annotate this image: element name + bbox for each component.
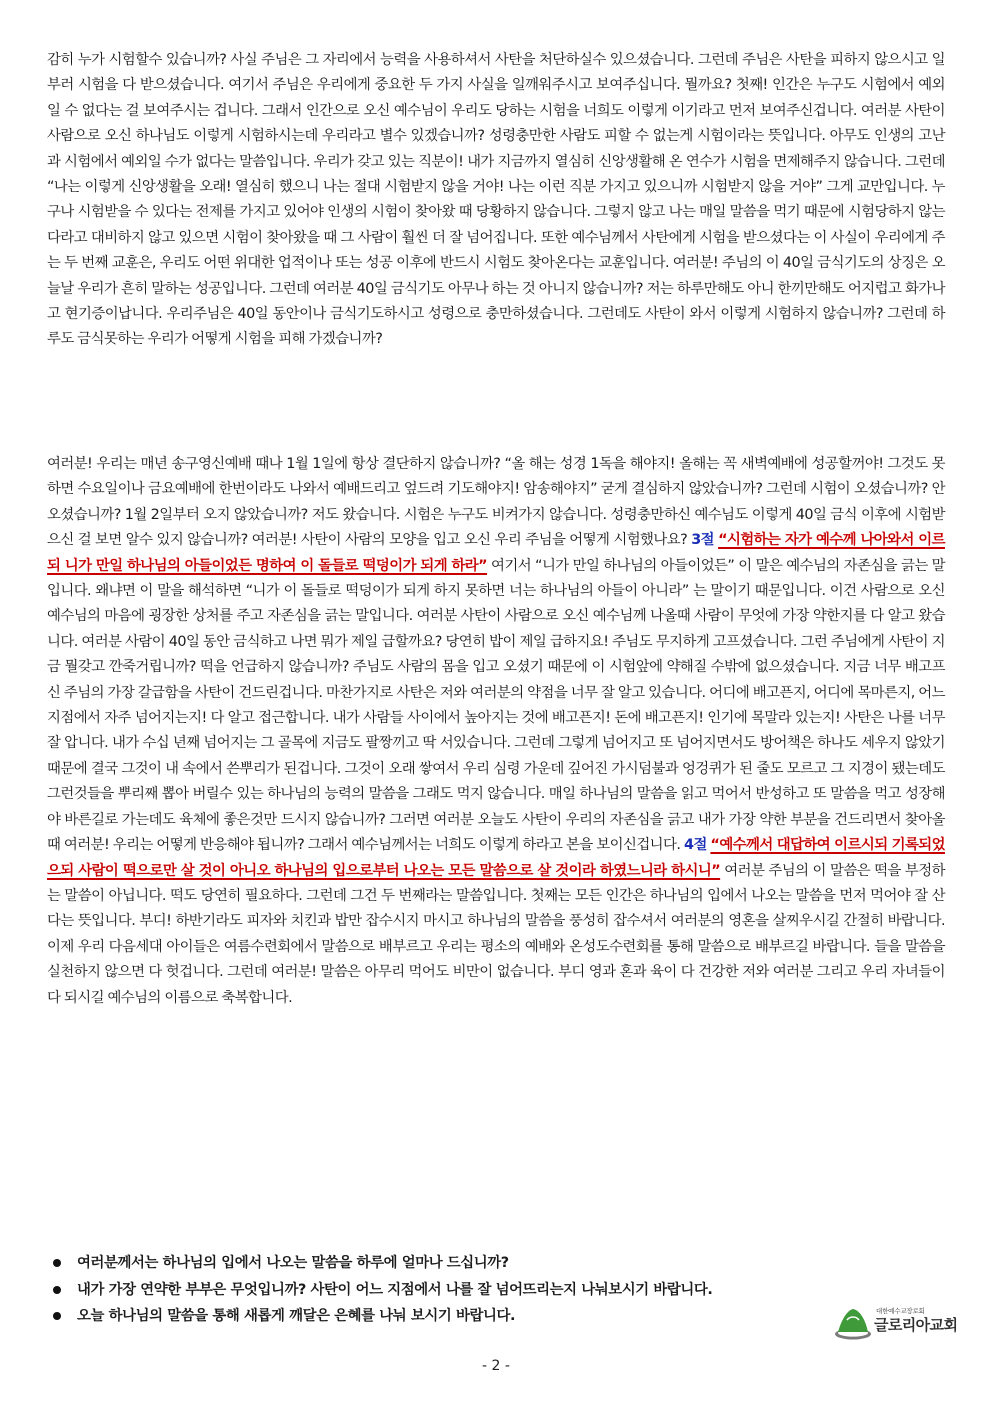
sermon-paragraph-1: 감히 누가 시험할수 있습니까? 사실 주님은 그 자리에서 능력을 사용하셔서 사탄을 처단하실수 있으셨습니다. 그런데 주님은 사탄을 피하지 않으시고 일부러 시험을 다 받으셨습니다. 여기서 주님은 우리에게 중요한 두 가지 사실을 일깨워주시고 보여주십니다. 뭘까요? 첫째! 인간은 누구도 시험에서 예외일 수 없다는 걸 보여주시는 겁니다. 그래서 인간으로 오신 예수님이 우리도 당하는 시험을 너희도 이렇게 이기라고 먼저 보여주신겁니다. 여러분 사탄이 사람으로 오신 하나님도 이렇게 시험하시는데 우리라고 별수 있겠습니까? 성령충만한 사람도 피할 수 없는게 시험이라는 뜻입니다. 아무도 인생의 고난과 시험에서 예외일 수가 없다는 말씀입니다. 우리가 갖고 있는 직분이! 내가 지금까지 열심히 신앙생활해 온 연수가 시험을 면제해주지 않습니다. 그런데 “나는 이렇게 신앙생활을 오래! 열심히 했으니 나는 절대 시험받지 않을 거야! 나는 이런 직분 가지고 있으니까 시험받지 않을 거야” 그게 교만입니다. 누구나 시험받을 수 있다는 전제를 가지고 있어야 인생의 시험이 찾아왔 때 당황하지 않습니다. 그렇지 않고 나는 매일 말씀을 먹기 때문에 시험당하지 않는다라고 대비하지 않고 있으면 시험이 찾아왔을 때 그 사람이 훨씬 더 잘 넘어집니다. 또한 예수님께서 사탄에게 시험을 받으셨다는 이 사실이 우리에게 주는 두 번째 교훈은, 우리도 어떤 위대한 업적이나 또는 성공 이후에 반드시 시험도 찾아온다는 교훈입니다. 여러분! 주님의 이 40일 금식기도의 상징은 오늘날 우리가 흔히 말하는 성공입니다. 그런데 여러분 40일 금식기도 아무나 하는 것 아니지 않습니까? 저는 하루만해도 아니 한끼만해도 어지럽고 화가나고 현기증이납니다. 우리주님은 40일 동안이나 금식기도하시고 성령으로 충만하셨습니다. 그런데도 사탄이 와서 이렇게 시험하지 않습니까? 그런데 하루도 금식못하는 우리가 어떻게 시험을 피해 가겠습니까? bbox=[47, 52, 945, 348]
bullet-icon bbox=[53, 1286, 61, 1294]
sermon-paragraph-2 bbox=[47, 452, 945, 1011]
bullet-icon bbox=[53, 1259, 61, 1267]
logo-name: 글로리아교회 bbox=[874, 1316, 958, 1334]
question-text: 오늘 하나님의 말씀을 통해 새롭게 깨달은 은혜를 나눠 보시기 바랍니다. bbox=[77, 1308, 516, 1324]
page-number: - 2 - bbox=[482, 1358, 510, 1374]
verse-4-quote: “예수께서 대답하여 이르시되 기록되었으되 사람이 떡으로만 살 것이 아니오 하나님의 입으로부터 나오는 모든 말씀으로 살 것이라 하였느니라 하시니” bbox=[47, 837, 945, 879]
paragraph-2-ending: 여러분 주님의 이 말씀은 떡을 부정하는 말씀이 아닙니다. 떡도 당연히 필요하다. 그런데 그건 두 번째라는 말씀입니다. 첫째는 모든 인간은 하나님의 입에서 나오는 말씀을 먼저 먹어야 잘 산다는 뜻입니다. 부디! 하반기라도 피자와 치킨과 밥만 잡수시지 마시고 하나님의 말씀을 풍성히 잡수셔서 여러분의 영혼을 살찌우시길 간절히 바랍니다. 이제 우리 다음세대 아이들은 여름수련회에서 말씀으로 배부르고 우리는 평소의 예배와 온성도수련회를 통해 말씀으로 배부르길 바랍니다. 들을 말씀을 실천하지 않으면 다 헛겁니다. 그런데 여러분! 말씀은 아무리 먹어도 비만이 없습니다. 부디 영과 혼과 육이 다 건강한 저와 여러분 그리고 우리 자녀들이 다 되시길 예수님의 이름으로 축복합니다. bbox=[47, 862, 945, 1006]
verse-3-quote: “시험하는 자가 예수께 나아와서 이르되 니가 만일 하나님의 아들이었든 명하여 이 돌들로 떡덩이가 되게 하라” bbox=[47, 532, 945, 574]
mountain-logo-icon bbox=[834, 1306, 872, 1340]
logo-subtitle: 대한예수교장로회 bbox=[876, 1307, 925, 1315]
question-text: 여러분께서는 하나님의 입에서 나오는 말씀을 하루에 얼마나 드십니까? bbox=[77, 1255, 509, 1271]
church-logo bbox=[834, 1306, 958, 1340]
paragraph-2-intro: 여러분! 우리는 매년 송구영신예배 때나 1월 1일에 항상 결단하지 않습니까? “올 해는 성경 1독을 해야지! 올해는 꼭 새벽예배에 성공할꺼야! 그것도 못하면 수요일이나 금요예배에 한번이라도 나와서 예배드리고 엎드려 기도해야지! 암송해야지” 굳게 결심하지 않았습니까? 그런데 시험이 오셨습니까? 안오셨습니까? 1월 2일부터 오지 않았습니까? 저도 왔습니다. 시험은 누구도 비켜가지 않습니다. 성령충만하신 예수님도 이렇게 40일 금식 이후에 시험받으신 걸 보면 알수 있지 않습니까? 여러분! 사탄이 사람의 모양을 입고 오신 우리 주님을 어떻게 시험했나요? bbox=[47, 456, 945, 549]
question-item bbox=[47, 1250, 927, 1277]
bullet-icon bbox=[53, 1312, 61, 1320]
question-item bbox=[47, 1303, 927, 1330]
question-item bbox=[47, 1277, 927, 1304]
verse-3-reference: 3절 bbox=[691, 532, 715, 549]
discussion-questions bbox=[47, 1250, 927, 1330]
paragraph-2-middle: 여기서 “니가 만일 하나님의 아들이었든” 이 말은 예수님의 자존심을 긁는 말입니다. 왜냐면 이 말을 해석하면 “니가 이 돌들로 떡덩이가 되게 하지 못하면 너는 하나님의 아들이 아니라” 는 말이기 때문입니다. 이건 사람으로 오신 예수님의 마음에 굉장한 상처를 주고 자존심을 긁는 말입니다. 여러분 사탄이 사람으로 오신 예수님께 나올때 사람이 무엇에 가장 약한지를 다 알고 왔습니다. 여러분 사람이 40일 동안 금식하고 나면 뭐가 제일 급할까요? 당연히 밥이 제일 급하지요! 주님도 무지하게 고프셨습니다. 그런 주님에게 사탄이 지금 뭘갖고 깐죽거립니까? 떡을 언급하지 않습니까? 주님도 사람의 몸을 입고 오셨기 때문에 이 시험앞에 약해질 수밖에 없으셨습니다. 지금 너무 배고프신 주님의 가장 갈급함을 사탄이 건드린겁니다. 마찬가지로 사탄은 저와 여러분의 약점을 너무 잘 알고 있습니다. 어디에 배고픈지, 어디에 목마른지, 어느지점에서 자주 넘어지는지! 다 알고 접근합니다. 내가 사람들 사이에서 높아지는 것에 배고픈지! 돈에 배고픈지! 인기에 목말라 있는지! 사탄은 나를 너무 잘 압니다. 내가 수십 년째 넘어지는 그 골목에 지금도 팔짱끼고 딱 서있습니다. 그런데 그렇게 넘어지고 또 넘어지면서도 방어책은 하나도 세우지 않았기 때문에 결국 그것이 내 속에서 쓴뿌리가 된겁니다. 그것이 오래 쌓여서 우리 심령 가운데 깊어진 가시덤불과 엉겅퀴가 된 줄도 모르고 그 지경이 됐는데도 그런것들을 뿌리째 뽑아 버릴수 있는 하나님의 능력의 말씀을 그래도 먹지 않습니다. 매일 하나님의 말씀을 읽고 먹어서 반성하고 또 말씀을 먹고 성장해야 바른길로 가는데도 육체에 좋은것만 드시지 않습니까? 그러면 여러분 오늘도 사탄이 우리의 자존심을 긁고 내가 가장 약한 부분을 건드리면서 찾아올 때 여러분! 우리는 어떻게 반응해야 됩니까? 그래서 예수님께서는 너희도 이렇게 하라고 본을 보이신겁니다. bbox=[47, 557, 945, 854]
question-text: 내가 가장 연약한 부부은 무엇입니까? 사탄이 어느 지점에서 나를 잘 넘어뜨리는지 나눠보시기 바랍니다. bbox=[77, 1281, 713, 1298]
verse-4-reference: 4절 bbox=[684, 837, 707, 854]
